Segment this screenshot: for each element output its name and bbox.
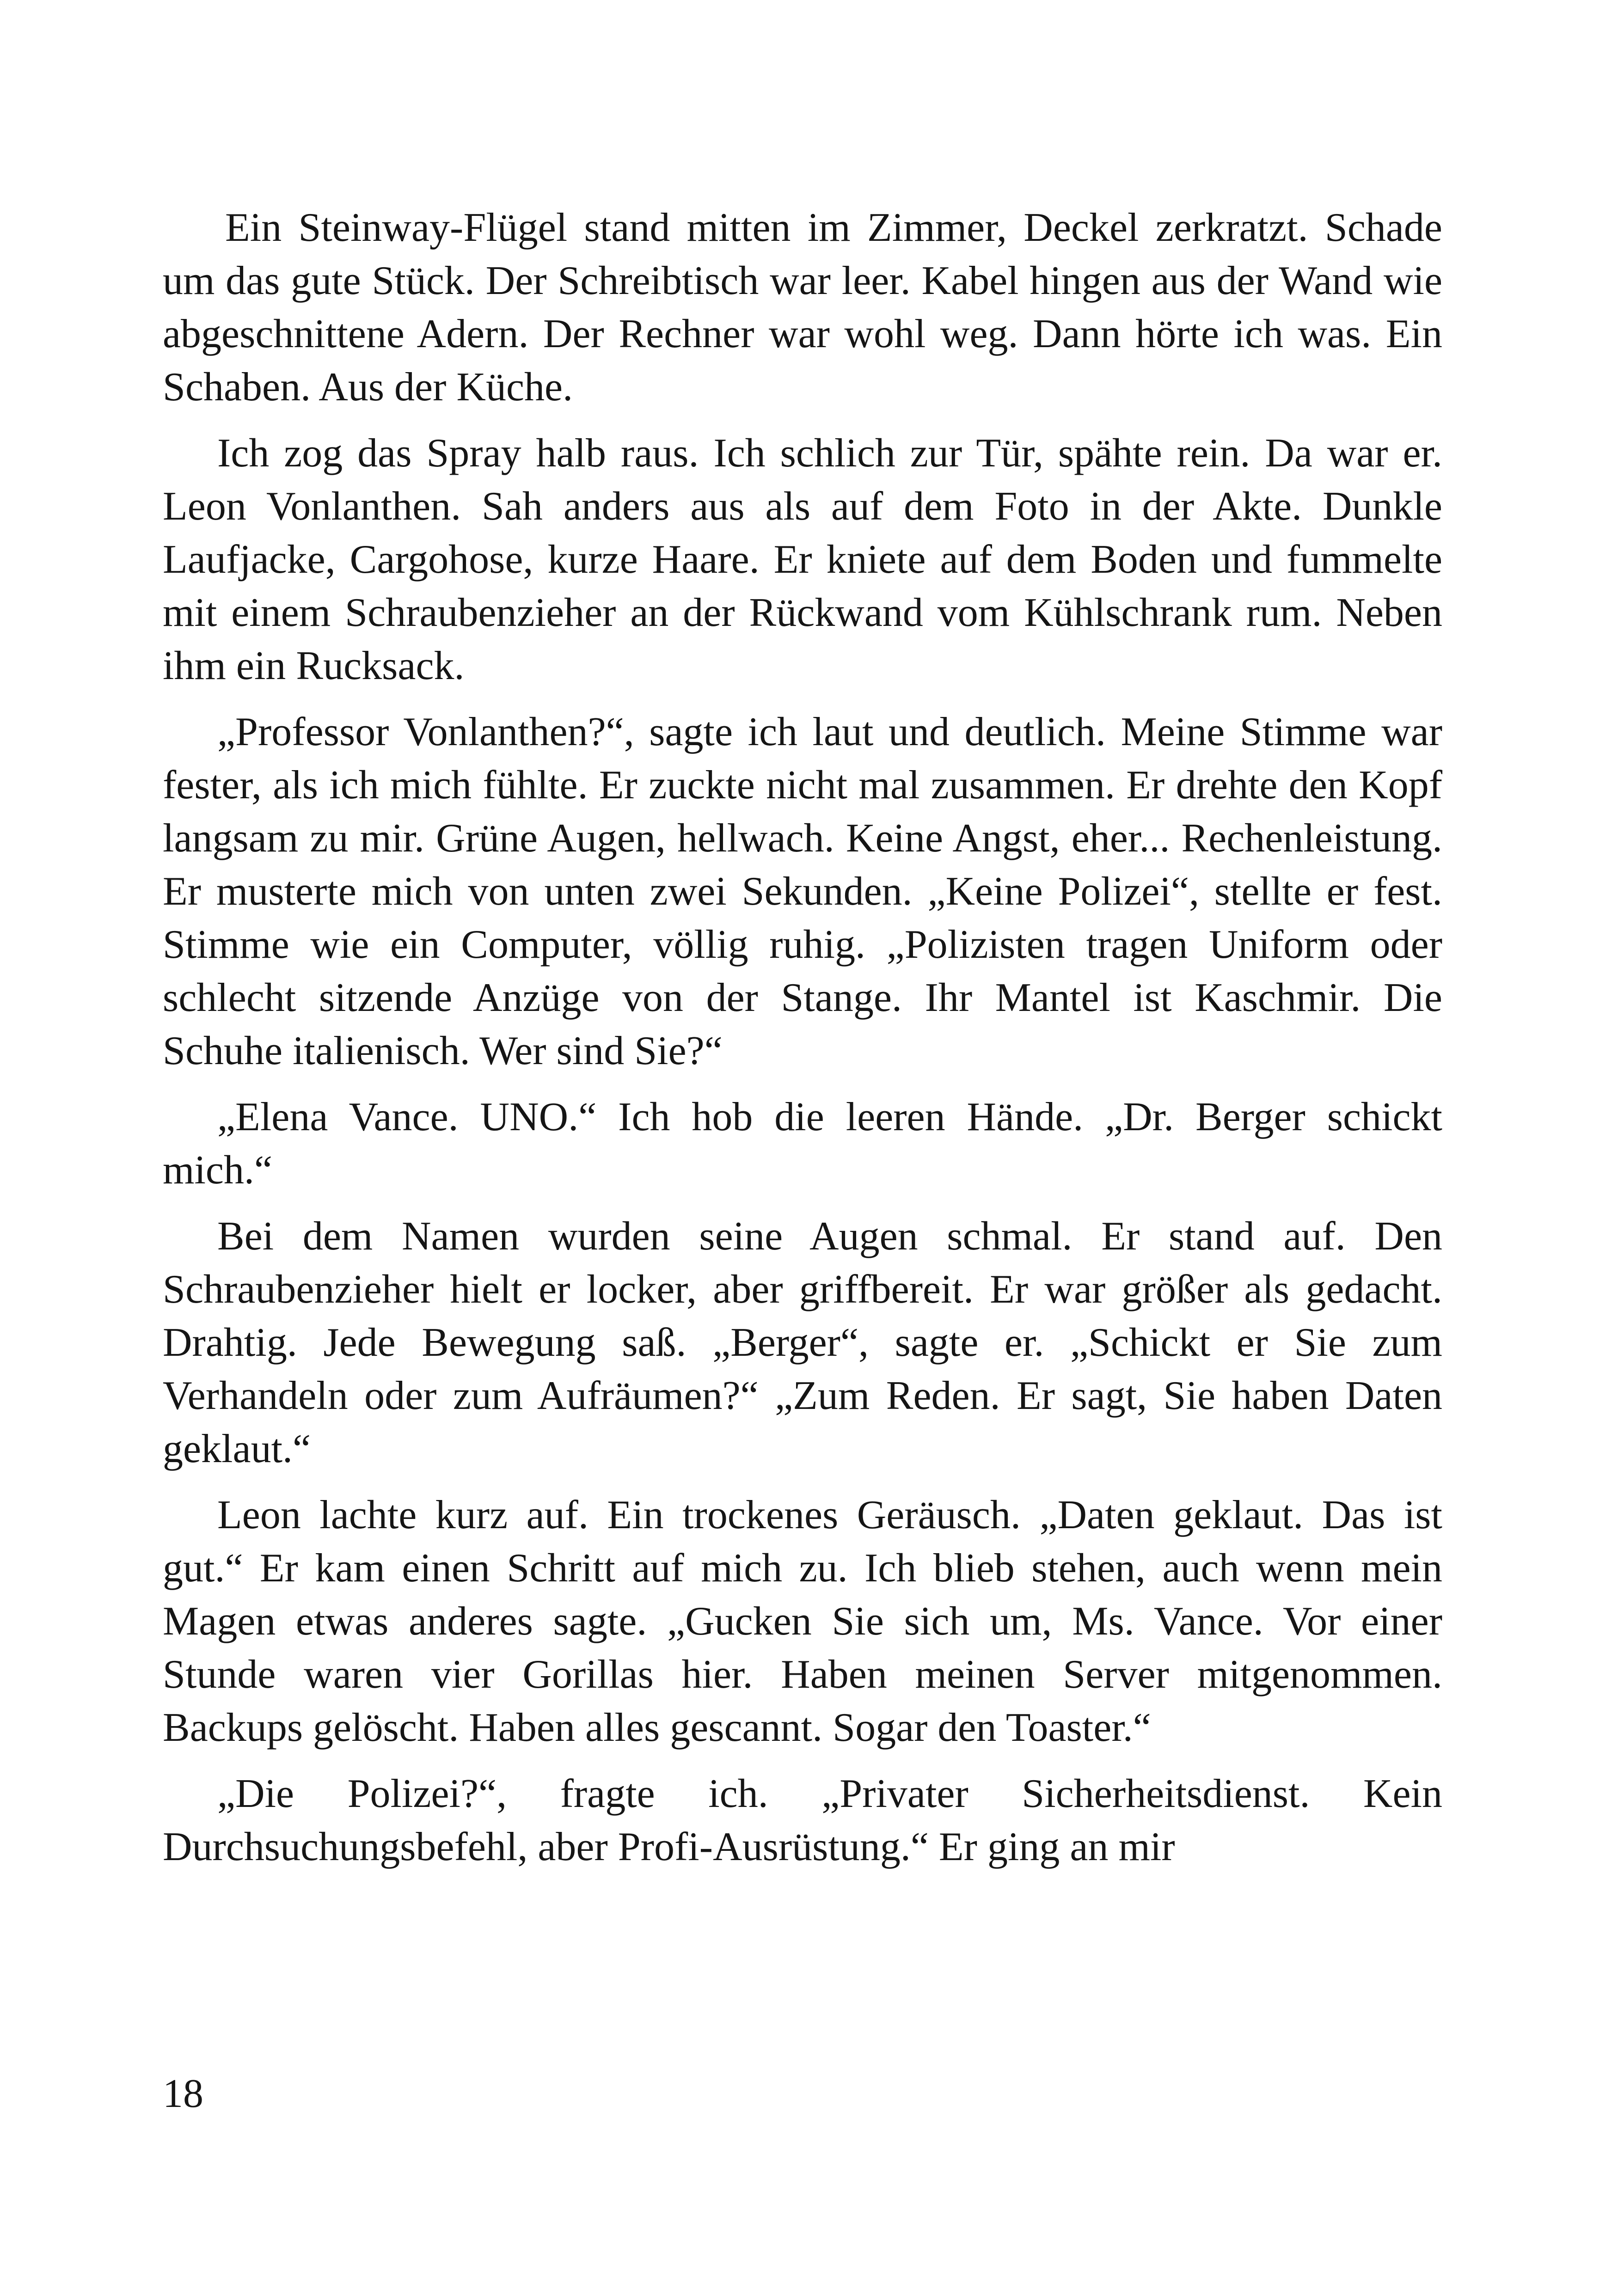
paragraph-5: Bei dem Namen wurden seine Augen schmal. Er stand auf. Den Schraubenzieher hielt er locker, aber griffbereit. Er war größer als gedacht. Drahtig. Jede Bewegung saß. „Berger“, sagte er. „Schickt er Sie zum Verhandeln oder zum Aufräumen?“ „Zum Reden. Er sagt, Sie haben Daten geklaut.“ (163, 1214, 1442, 1471)
paragraph-6: Leon lachte kurz auf. Ein trockenes Geräusch. „Daten geklaut. Das ist gut.“ Er kam einen Schritt auf mich zu. Ich blieb stehen, auch wenn mein Magen etwas anderes sagte. „Gucken Sie sich um, Ms. Vance. Vor einer Stunde waren vier Gorillas hier. Haben meinen Server mitgenommen. Backups gelöscht. Haben alles gescannt. Sogar den Toaster.“ (163, 1493, 1442, 1750)
paragraph-1: Ein Steinway-Flügel stand mitten im Zimmer, Deckel zerkratzt. Schade um das gute Stück. Der Schreibtisch war leer. Kabel hingen aus der Wand wie abgeschnittene Adern. Der Rechner war wohl weg. Dann hörte ich was. Ein Schaben. Aus der Küche. (163, 205, 1442, 410)
paragraph-7: „Die Polizei?“, fragte ich. „Privater Sicherheitsdienst. Kein Durchsuchungsbefehl, aber Profi-Ausrüstung.“ Er ging an mir (163, 1771, 1442, 1869)
paragraph-2: Ich zog das Spray halb raus. Ich schlich zur Tür, spähte rein. Da war er. Leon Vonlanthen. Sah anders aus als auf dem Foto in der Akte. Dunkle Laufjacke, Cargohose, kurze Haare. Er kniete auf dem Boden und fummelte mit einem Schraubenzieher an der Rückwand vom Kühlschrank rum. Neben ihm ein Rucksack. (163, 431, 1442, 688)
body-text (163, 201, 1442, 1886)
paragraph-3: „Professor Vonlanthen?“, sagte ich laut und deutlich. Meine Stimme war fester, als ich mich fühlte. Er zuckte nicht mal zusammen. Er drehte den Kopf langsam zu mir. Grüne Augen, hellwach. Keine Angst, eher... Rechenleistung. Er musterte mich von unten zwei Sekunden. „Keine Polizei“, stellte er fest. Stimme wie ein Computer, völlig ruhig. „Polizisten tragen Uniform oder schlecht sitzende Anzüge von der Stange. Ihr Mantel ist Kaschmir. Die Schuhe italienisch. Wer sind Sie?“ (163, 710, 1442, 1073)
paragraph-4: „Elena Vance. UNO.“ Ich hob die leeren Hände. „Dr. Berger schickt mich.“ (163, 1095, 1442, 1193)
page-number: 18 (163, 2071, 203, 2116)
